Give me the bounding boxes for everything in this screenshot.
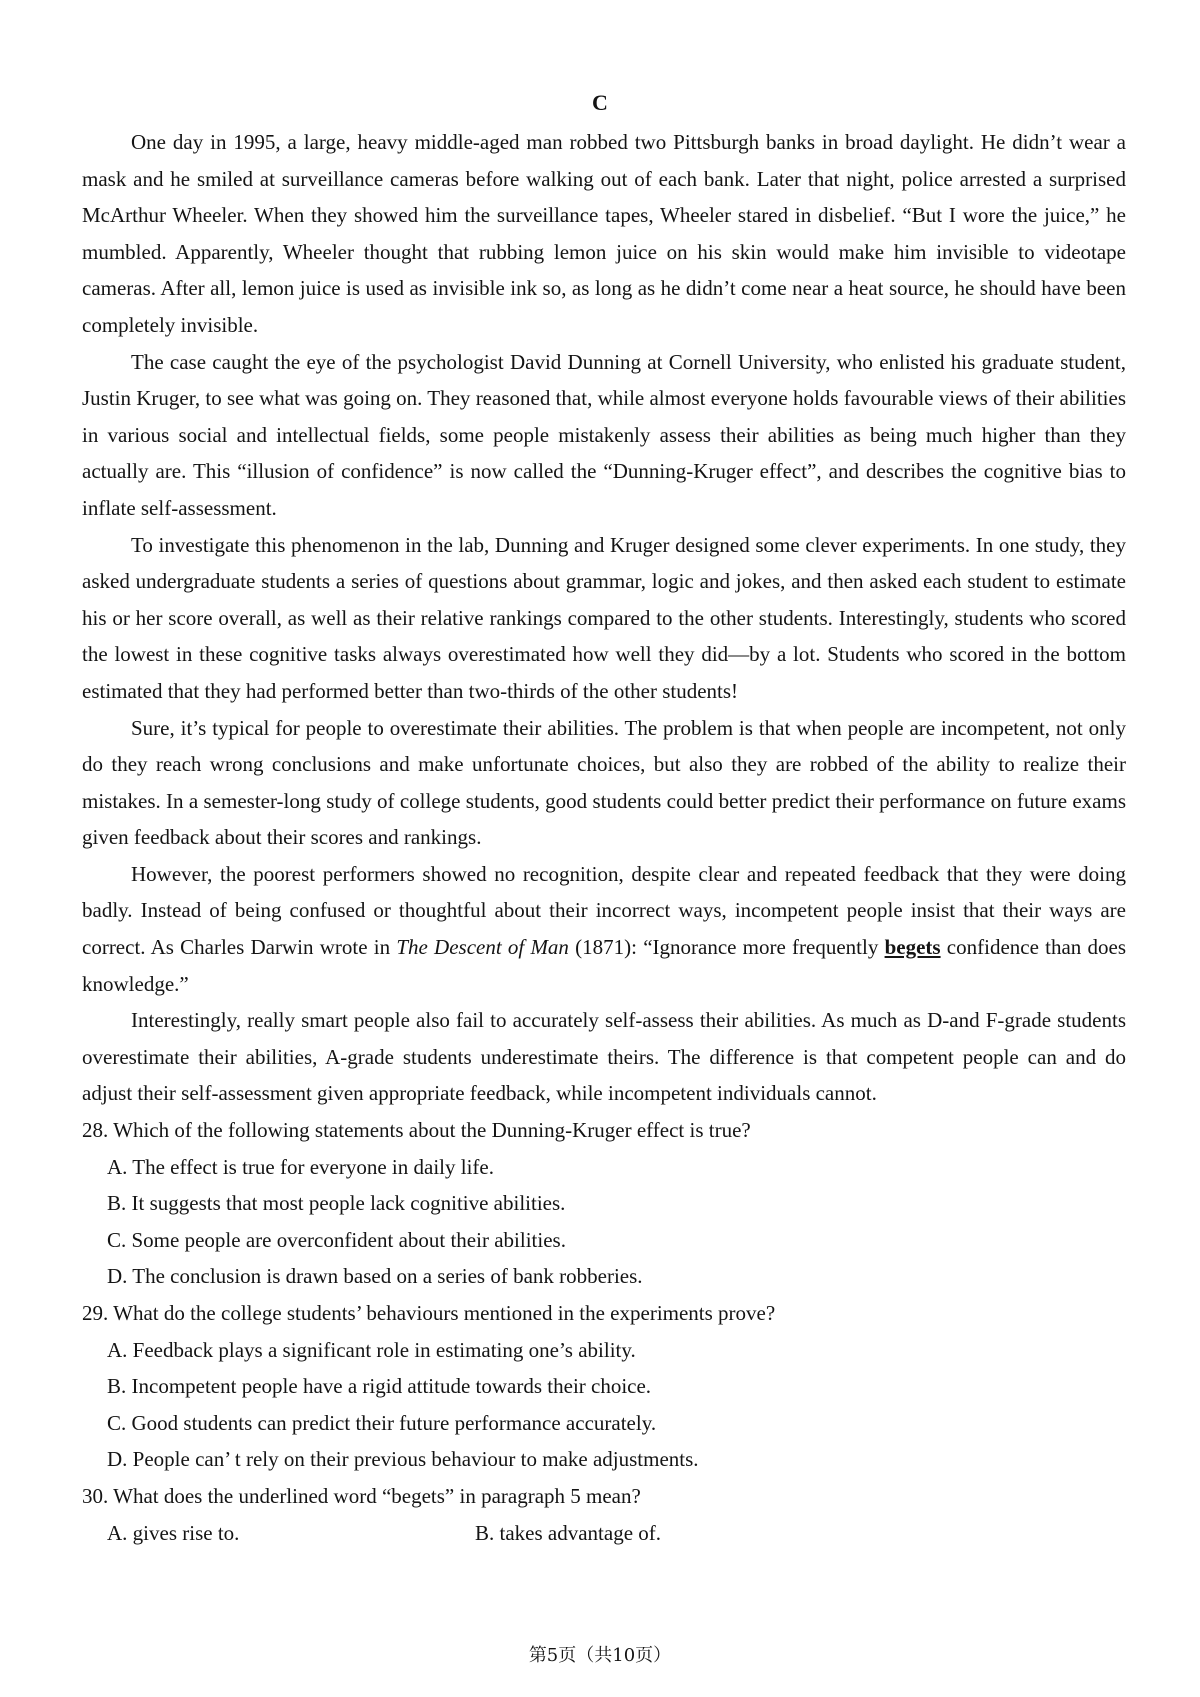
question-28-stem: 28. Which of the following statements about the Dunning-Kruger effect is true? bbox=[82, 1118, 751, 1143]
question-29-option-a[interactable]: A. Feedback plays a significant role in estimating one’s ability. bbox=[107, 1337, 636, 1362]
passage-and-questions bbox=[82, 124, 1126, 1551]
question-28-option-a[interactable]: A. The effect is true for everyone in daily life. bbox=[107, 1154, 494, 1179]
passage-paragraph-2: The case caught the eye of the psychologist David Dunning at Cornell University, who enlisted his graduate student, Justin Kruger, to see what was going on. They reasoned that, while almost everyone holds favourable views of their abilities in various social and intellectual fields, some people mistakenly assess their abilities as being much higher than they actually are. This “illusion of confidence” is now called the “Dunning-Kruger effect”, and describes the cognitive bias to inflate self-assessment. bbox=[82, 349, 1126, 520]
passage-paragraph-6: Interestingly, really smart people also fail to accurately self-assess their abilities. As much as D-and F-grade students overestimate their abilities, A-grade students underestimate theirs. The difference is that competent people can and do adjust their self-assessment given appropriate feedback, while incompetent individuals cannot. bbox=[82, 1008, 1126, 1106]
question-29-option-c[interactable]: C. Good students can predict their future performance accurately. bbox=[107, 1410, 657, 1435]
p5-text-b: (1871): “Ignorance more frequently bbox=[568, 935, 885, 960]
passage-paragraph-4: Sure, it’s typical for people to overestimate their abilities. The problem is that when people are incompetent, not only do they reach wrong conclusions and make unfortunate choices, but also they are robbed of the ability to realize their mistakes. In a semester-long study of college students, good students could better predict their performance on future exams given feedback about their scores and rankings. bbox=[82, 715, 1126, 850]
question-28-option-c[interactable]: C. Some people are overconfident about their abilities. bbox=[107, 1227, 566, 1252]
underlined-word bbox=[885, 935, 941, 959]
question-28-option-d[interactable]: D. The conclusion is drawn based on a series of bank robberies. bbox=[107, 1264, 643, 1289]
question-28-option-b[interactable]: B. It suggests that most people lack cognitive abilities. bbox=[107, 1191, 566, 1216]
question-29-stem: 29. What do the college students’ behaviours mentioned in the experiments prove? bbox=[82, 1301, 776, 1325]
question-30-options bbox=[107, 1515, 1126, 1552]
question-29-option-b[interactable]: B. Incompetent people have a rigid attitude towards their choice. bbox=[107, 1374, 652, 1399]
passage-paragraph-3: To investigate this phenomenon in the lab, Dunning and Kruger designed some clever experiments. In one study, they asked undergraduate students a series of questions about grammar, logic and jokes, and then asked each student to estimate his or her score overall, as well as their relative rankings compared to the other students. Interestingly, students who scored the lowest in these cognitive tasks always overestimated how well they did—by a lot. Students who scored in the bottom estimated that they had performed better than two-thirds of the other students! bbox=[82, 532, 1126, 703]
passage-paragraph-1: One day in 1995, a large, heavy middle-aged man robbed two Pittsburgh banks in broad daylight. He didn’t wear a mask and he smiled at surveillance cameras before walking out of each bank. Later that night, police arrested a surprised McArthur Wheeler. When they showed him the surveillance tapes, Wheeler stared in disbelief. “But I wore the juice,” he mumbled. Apparently, Wheeler thought that rubbing lemon juice on his skin would make him invisible to videotape cameras. After all, lemon juice is used as invisible ink so, as long as he didn’t come near a heat source, he should have been completely invisible. bbox=[82, 130, 1126, 337]
book-title: The Descent of Man bbox=[396, 935, 569, 960]
question-30-option-a[interactable]: A. gives rise to. bbox=[107, 1520, 240, 1545]
question-30-stem: 30. What does the underlined word “begets” in paragraph 5 mean? bbox=[82, 1483, 641, 1508]
p5-text-c: confidence than does knowledge.” bbox=[82, 935, 1126, 996]
question-29-option-d[interactable]: D. People can’ t rely on their previous behaviour to make adjustments. bbox=[107, 1447, 699, 1472]
question-30-option-b[interactable]: B. takes advantage of. bbox=[475, 1520, 662, 1545]
underlined-word-text: begets bbox=[884, 935, 941, 960]
p5-text-a: However, the poorest performers showed no recognition, despite clear and repeated feedback that they were doing badly. Instead of being confused or thoughtful about their incorrect ways, incompetent people insist that their ways are correct. As Charles Darwin wrote in bbox=[82, 861, 1126, 960]
section-label: C bbox=[592, 90, 608, 115]
page-number: 第5页（共10页） bbox=[528, 1645, 672, 1666]
passage-paragraph-5 bbox=[82, 856, 1126, 1002]
